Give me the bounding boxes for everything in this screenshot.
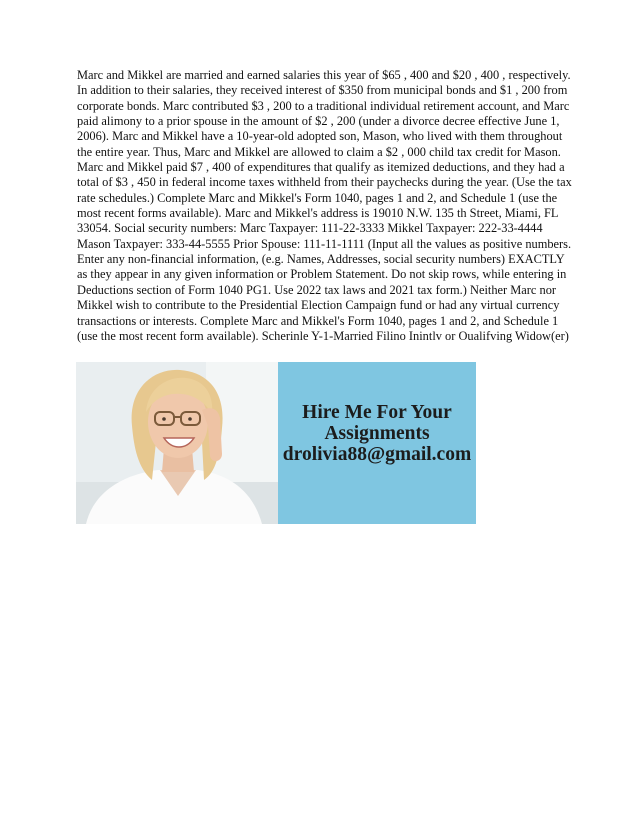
ad-text-panel (278, 362, 476, 524)
problem-statement-paragraph: Marc and Mikkel are married and earned salaries this year of $65 , 400 and $20 , 400 , respectively. In addition to their salaries, they received interest of $350 from municipal bonds and $1 , 200 from corporate bonds. Marc contributed $3 , 200 to a traditional individual retirement account, and Marc paid alimony to a prior spouse in the amount of $2 , 200 (under a divorce decree effective June 1, 2006). Marc and Mikkel have a 10-year-old adopted son, Mason, who lived with them throughout the entire year. Thus, Marc and Mikkel are allowed to claim a $2 , 000 child tax credit for Mason. Marc and Mikkel paid $7 , 400 of expenditures that qualify as itemized deductions, and they had a total of $3 , 450 in federal income taxes withheld from their paychecks during the year. (Use the tax rate schedules.) Complete Marc and Mikkel's Form 1040, pages 1 and 2, and Schedule 1 (use the most recent forms available). Marc and Mikkel's address is 19010 N.W. 135 th Street, Miami, FL 33054. Social security numbers: Marc Taxpayer: 111-22-3333 Mikkel Taxpayer: 222-33-4444 Mason Taxpayer: 333-44-5555 Prior Spouse: 111-11-1111 (Input all the values as positive numbers. Enter any non-financial information, (e.g. Names, Addresses, social security numbers) EXACTLY as they appear in any given information or Problem Statement. Do not skip rows, while entering in Deductions section of Form 1040 PG1. Use 2022 tax laws and 2021 tax form.) Neither Marc nor Mikkel wish to contribute to the Presidential Election Campaign fund or had any virtual currency transactions or interests. Complete Marc and Mikkel's Form 1040, pages 1 and 2, and Schedule 1 (use the most recent form available). Scherinle Y-1-Married Filino Inintlv or Oualifving Widow(er) (77, 68, 572, 343)
hire-me-ad-banner (76, 362, 476, 524)
ad-contact-email: drolivia88@gmail.com (282, 444, 472, 465)
ad-subheadline: Assignments (324, 423, 430, 444)
ad-headline: Hire Me For Your (302, 402, 452, 423)
smiling-woman-photo (76, 362, 278, 524)
